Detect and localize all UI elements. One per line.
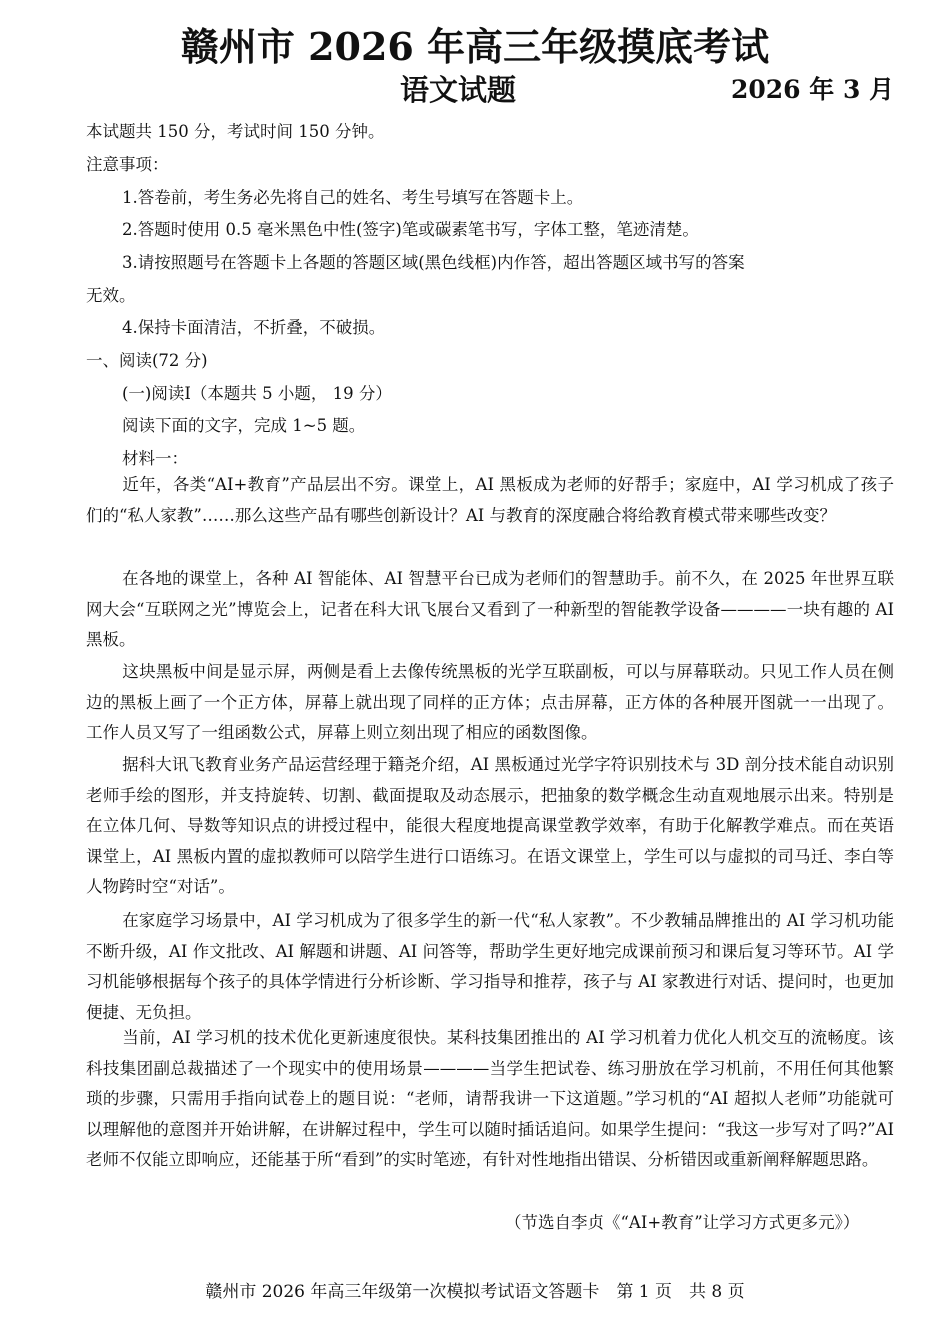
note-item-continuation: 无效。 — [86, 286, 136, 305]
exam-title: 赣州市 2026 年高三年级摸底考试 — [180, 24, 770, 69]
article-paragraph: 近年，各类“AI+教育”产品层出不穷。课堂上，AI 黑板成为老师的好帮手；家庭中，AI 学习机成了孩子们的“私人家教”……那么这些产品有哪些创新设计？AI 与教育的深度融合将给教育模式带来哪些改变？ — [86, 475, 894, 525]
note-item: 4.保持卡面清洁，不折叠，不破损。 — [122, 318, 386, 337]
note-item: 2.答题时使用 0.5 毫米黑色中性(签字)笔或碳素笔书写，字体工整，笔迹清楚。 — [122, 220, 699, 239]
article-paragraph: 在各地的课堂上，各种 AI 智能体、AI 智慧平台已成为老师们的智慧助手。前不久，在 2025 年世界互联网大会“互联网之光”博览会上，记者在科大讯飞展台又看到了一种新型的智能教学设备————一块有趣的 AI 黑板。 — [86, 569, 894, 649]
note-item: 3.请按照题号在答题卡上各题的答题区域(黑色线框)内作答，超出答题区域书写的答案 — [122, 253, 745, 272]
article-paragraph: 据科大讯飞教育业务产品运营经理于籍尧介绍，AI 黑板通过光学字符识别技术与 3D 剖分技术能自动识别老师手绘的图形，并支持旋转、切割、截面提取及动态展示，把抽象的数学概念生动直观地展示出来。特别是在立体几何、导数等知识点的讲授过程中，能很大程度地提高课堂教学效率，有助于化解教学难点。而在英语课堂上，AI 黑板内置的虚拟教师可以陪学生进行口语练习。在语文课堂上，学生可以与虚拟的司马迁、李白等人物跨时空“对话”。 — [86, 755, 894, 896]
note-item: 1.答卷前，考生务必先将自己的姓名、考生号填写在答题卡上。 — [122, 188, 584, 207]
material-label: 材料一： — [122, 449, 188, 468]
article-paragraph: 这块黑板中间是显示屏，两侧是看上去像传统黑板的光学互联副板，可以与屏幕联动。只见工作人员在侧边的黑板上画了一个正方体，屏幕上就出现了同样的正方体；点击屏幕，正方体的各种展开图就一一出现了。工作人员又写了一组函数公式，屏幕上则立刻出现了相应的函数图像。 — [86, 662, 894, 742]
exam-title-clip — [0, 0, 950, 69]
reading-instruction: 阅读下面的文字，完成 1~5 题。 — [122, 416, 366, 435]
section-heading: 一、阅读(72 分) — [86, 351, 208, 370]
subject-title: 语文试题 — [400, 73, 517, 107]
exam-date: 2026 年 3 月 — [731, 75, 895, 104]
article-paragraph: 当前，AI 学习机的技术优化更新速度很快。某科技集团推出的 AI 学习机着力优化人机交互的流畅度。该科技集团副总裁描述了一个现实中的使用场景————当学生把试卷、练习册放在学习机前，不用任何其他繁琐的步骤，只需用手指向试卷上的题目说：“老师，请帮我讲一下这道题。”学习机的“AI 超拟人老师”功能就可以理解他的意图并开始讲解，在讲解过程中，学生可以随时插话追问。如果学生提问：“我这一步写对了吗?”AI 老师不仅能立即响应，还能基于所“看到”的实时笔迹，有针对性地指出错误、分析错因或重新阐释解题思路。 — [86, 1028, 894, 1169]
score-time: 本试题共 150 分，考试时间 150 分钟。 — [86, 122, 385, 141]
notes-heading: 注意事项： — [86, 155, 169, 174]
sub-section-heading: (一)阅读Ⅰ（本题共 5 小题， 19 分） — [122, 384, 392, 403]
article-paragraph: 在家庭学习场景中，AI 学习机成为了很多学生的新一代“私人家教”。不少教辅品牌推出的 AI 学习机功能不断升级，AI 作文批改、AI 解题和讲题、AI 问答等，帮助学生更好地完成课前预习和课后复习等环节。AI 学习机能够根据每个孩子的具体学情进行分析诊断、学习指导和推荐，孩子与 AI 家教进行对话、提问时，也更加便捷、无负担。 — [86, 911, 894, 1022]
page-footer: 赣州市 2026 年高三年级第一次模拟考试语文答题卡 第 1 页 共 8 页 — [205, 1282, 745, 1302]
article-source: （节选自李贞《“AI+教育”让学习方式更多元》） — [505, 1213, 860, 1232]
